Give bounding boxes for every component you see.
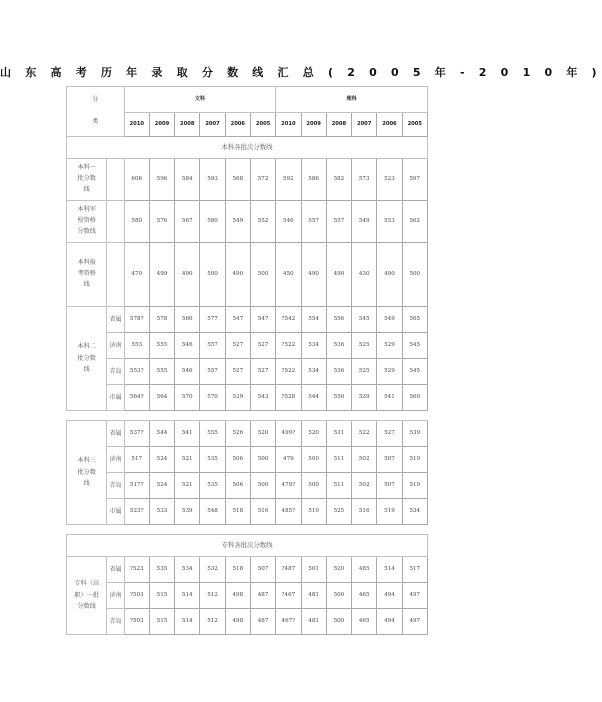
score-cell: 535	[149, 557, 174, 583]
score-cell: ?487	[276, 557, 301, 583]
row-label: 本科一 批分数 线	[67, 159, 107, 201]
score-cell: 539	[352, 385, 377, 411]
year-header: 2010	[276, 113, 301, 137]
score-cell: 487	[250, 609, 275, 635]
score-cell: 522	[352, 421, 377, 447]
score-cell: 523	[377, 159, 402, 201]
score-cell: 450	[276, 243, 301, 307]
group-label: 本科三 批分数 线	[67, 421, 107, 525]
score-cell: 567	[175, 201, 200, 243]
score-cell: 517?	[124, 473, 149, 499]
score-cell: 573	[352, 159, 377, 201]
score-cell: 545	[402, 333, 427, 359]
sub-label: 省属	[107, 557, 124, 583]
score-cell: 576	[149, 201, 174, 243]
score-cell: 490	[377, 243, 402, 307]
table-row	[67, 385, 428, 411]
section-title-zhuanke: 专科各批次分数线	[67, 535, 428, 557]
score-cell: ?542	[276, 307, 301, 333]
score-cell: 534	[402, 499, 427, 525]
sub-label	[107, 243, 124, 307]
score-cell: 555	[149, 359, 174, 385]
score-cell: 499?	[276, 421, 301, 447]
score-cell: 525	[326, 499, 351, 525]
table-row	[67, 557, 428, 583]
year-header: 2006	[225, 113, 250, 137]
score-cell: 557	[326, 201, 351, 243]
sub-label: 省属	[107, 421, 124, 447]
score-cell: 500	[326, 583, 351, 609]
score-cell: 570	[175, 385, 200, 411]
table-row	[67, 359, 428, 385]
section-title-benke: 本科各批次分数线	[67, 137, 428, 159]
score-cell: 545	[352, 307, 377, 333]
score-cell: 532	[200, 557, 225, 583]
score-cell: 527	[225, 333, 250, 359]
row-label: 本科报 考资格 线	[67, 243, 107, 307]
score-cell: 500	[402, 243, 427, 307]
sub-label: 济南	[107, 333, 124, 359]
score-cell: 546	[276, 201, 301, 243]
score-cell: 527	[377, 421, 402, 447]
score-cell: 578	[149, 307, 174, 333]
score-cell: ?522	[276, 333, 301, 359]
score-cell: 553	[377, 201, 402, 243]
table-row	[67, 333, 428, 359]
score-cell: 465	[352, 583, 377, 609]
table-row	[67, 421, 428, 447]
score-cell: 592	[276, 159, 301, 201]
score-cell: 514	[377, 557, 402, 583]
score-cell: 479	[276, 447, 301, 473]
score-cell: 553?	[124, 359, 149, 385]
score-cell: 520	[326, 557, 351, 583]
table-row	[67, 201, 428, 243]
score-cell: 501	[301, 557, 326, 583]
score-cell: 514	[175, 609, 200, 635]
score-cell: 578?	[124, 307, 149, 333]
score-cell: 526	[225, 421, 250, 447]
category-header: 分 类	[67, 87, 125, 137]
year-header: 2007	[352, 113, 377, 137]
score-cell: 554	[301, 307, 326, 333]
table-row	[67, 609, 428, 635]
table-row	[67, 307, 428, 333]
table-row	[67, 87, 428, 113]
score-cell: 597	[402, 159, 427, 201]
score-cell: 497	[402, 583, 427, 609]
score-cell: 547	[225, 307, 250, 333]
score-cell: 520	[301, 421, 326, 447]
score-cell: 481	[301, 609, 326, 635]
score-cell: 539	[402, 421, 427, 447]
score-cell: ?522	[276, 359, 301, 385]
score-cell: 544	[301, 385, 326, 411]
score-cell: 525	[352, 359, 377, 385]
score-cell: 534	[301, 359, 326, 385]
score-cell: 519	[402, 447, 427, 473]
sub-label: 济南	[107, 447, 124, 473]
score-cell: 507	[377, 447, 402, 473]
year-header: 2009	[301, 113, 326, 137]
score-cell: 543	[250, 385, 275, 411]
score-cell: 531	[326, 421, 351, 447]
score-cell: 515	[149, 609, 174, 635]
score-cell: 517	[124, 447, 149, 473]
score-cell: 490	[175, 243, 200, 307]
sub-label	[107, 159, 124, 201]
sub-label: 青岛	[107, 473, 124, 499]
score-cell: 520	[250, 421, 275, 447]
score-cell: 519	[402, 473, 427, 499]
score-cell: 568	[225, 159, 250, 201]
score-cell: 430	[352, 243, 377, 307]
score-cell: 557	[301, 201, 326, 243]
score-cell: 539	[225, 385, 250, 411]
score-cell: 523?	[124, 499, 149, 525]
score-cell: ?503	[124, 609, 149, 635]
score-cell: 500	[326, 609, 351, 635]
score-cell: 524	[149, 473, 174, 499]
score-cell: 516	[250, 499, 275, 525]
score-cell: 549	[377, 307, 402, 333]
score-table	[66, 86, 428, 635]
score-cell: 549	[352, 201, 377, 243]
score-cell: 546	[175, 333, 200, 359]
score-cell: 507	[250, 557, 275, 583]
score-cell: 537?	[124, 421, 149, 447]
score-cell: 506	[225, 473, 250, 499]
sub-label: 省属	[107, 307, 124, 333]
score-cell: 580	[200, 201, 225, 243]
score-cell: 606	[124, 159, 149, 201]
score-cell: 535	[200, 447, 225, 473]
score-cell: 557	[200, 359, 225, 385]
score-cell: 555	[200, 421, 225, 447]
table-row	[67, 525, 428, 535]
page-title: 山 东 高 考 历 年 录 取 分 数 线 汇 总 ( 2 0 0 5 年 - 2 0 1 0 年 )	[0, 66, 602, 79]
score-cell: 577	[200, 307, 225, 333]
score-cell: 572	[250, 159, 275, 201]
score-cell: 497	[402, 609, 427, 635]
score-cell: 536	[326, 333, 351, 359]
score-cell: 485?	[276, 499, 301, 525]
score-cell: 498	[225, 583, 250, 609]
score-cell: 519	[377, 499, 402, 525]
score-cell: 527	[225, 359, 250, 385]
score-cell: 541	[175, 421, 200, 447]
sub-label: 市属	[107, 499, 124, 525]
score-cell: 500	[301, 473, 326, 499]
score-cell: 582	[326, 159, 351, 201]
score-cell: 502	[352, 447, 377, 473]
score-cell: 521	[175, 473, 200, 499]
score-cell: 580	[124, 201, 149, 243]
score-cell: 518	[225, 557, 250, 583]
group-label: 专科（高 职）一批 分数线	[67, 557, 107, 635]
score-cell: 550	[326, 385, 351, 411]
score-cell: 511	[326, 473, 351, 499]
score-cell: 527	[250, 333, 275, 359]
score-cell: 556	[326, 307, 351, 333]
year-header: 2009	[149, 113, 174, 137]
spacer-row	[67, 525, 428, 535]
sub-label: 青岛	[107, 609, 124, 635]
score-cell: 500	[250, 473, 275, 499]
score-cell: 512	[200, 583, 225, 609]
score-cell: 544	[149, 421, 174, 447]
score-cell: 490	[301, 243, 326, 307]
score-cell: 517	[402, 557, 427, 583]
score-cell: 584	[175, 159, 200, 201]
score-cell: 529	[377, 333, 402, 359]
table-row	[67, 411, 428, 421]
score-cell: 510	[301, 499, 326, 525]
score-cell: 560	[402, 385, 427, 411]
score-cell: 545	[402, 359, 427, 385]
table-row	[67, 499, 428, 525]
sub-label: 青岛	[107, 359, 124, 385]
score-cell: 467?	[276, 609, 301, 635]
score-cell: 516	[352, 499, 377, 525]
score-cell: 533	[149, 499, 174, 525]
score-cell: 500	[250, 243, 275, 307]
score-cell: 499	[149, 243, 174, 307]
year-header: 2008	[326, 113, 351, 137]
score-cell: ?523	[124, 557, 149, 583]
score-cell: 548	[200, 499, 225, 525]
score-cell: 586	[301, 159, 326, 201]
score-cell: 500	[200, 243, 225, 307]
spacer-row	[67, 411, 428, 421]
sub-label: 济南	[107, 583, 124, 609]
score-cell: 562	[402, 201, 427, 243]
table-row	[67, 159, 428, 201]
score-cell: 535	[200, 473, 225, 499]
score-cell: 566	[175, 307, 200, 333]
year-header: 2008	[175, 113, 200, 137]
score-cell: 536	[326, 359, 351, 385]
score-cell: 494	[377, 609, 402, 635]
score-cell: 506	[225, 447, 250, 473]
score-cell: 524	[149, 447, 174, 473]
score-cell: ?528	[276, 385, 301, 411]
sub-label	[107, 201, 124, 243]
score-cell: 529	[377, 359, 402, 385]
score-cell: 593	[200, 159, 225, 201]
score-cell: 564	[149, 385, 174, 411]
table-row	[67, 583, 428, 609]
table-row	[67, 447, 428, 473]
score-cell: 465	[352, 609, 377, 635]
score-cell: 518	[225, 499, 250, 525]
row-label: 本科军 检资格 分数线	[67, 201, 107, 243]
score-cell: 541	[377, 385, 402, 411]
score-cell: 549	[225, 201, 250, 243]
score-cell: 596	[149, 159, 174, 201]
year-header: 2005	[250, 113, 275, 137]
score-cell: 494	[377, 583, 402, 609]
score-cell: 570	[200, 385, 225, 411]
score-cell: 552	[250, 201, 275, 243]
score-cell: 498	[225, 609, 250, 635]
table-row	[67, 535, 428, 557]
score-cell: 547	[250, 307, 275, 333]
score-cell: 487	[250, 583, 275, 609]
score-cell: 507	[377, 473, 402, 499]
wenke-header: 文科	[124, 87, 276, 113]
year-header: 2005	[402, 113, 427, 137]
score-cell: 481	[301, 583, 326, 609]
score-cell: 527	[250, 359, 275, 385]
sub-label: 市属	[107, 385, 124, 411]
score-cell: 502	[352, 473, 377, 499]
score-cell: 555	[149, 333, 174, 359]
score-cell: ?503	[124, 583, 149, 609]
score-cell: 490	[225, 243, 250, 307]
score-cell: 512	[200, 609, 225, 635]
year-header: 2006	[377, 113, 402, 137]
table-row	[67, 137, 428, 159]
score-cell: 539	[175, 499, 200, 525]
score-cell: 534	[175, 557, 200, 583]
table-row	[67, 243, 428, 307]
score-cell: 500	[301, 447, 326, 473]
score-cell: 564?	[124, 385, 149, 411]
score-cell: 546	[175, 359, 200, 385]
score-cell: 500	[250, 447, 275, 473]
score-cell: 521	[175, 447, 200, 473]
year-header: 2007	[200, 113, 225, 137]
group-label: 本科二 批分数 线	[67, 307, 107, 411]
table-row	[67, 473, 428, 499]
like-header: 理科	[276, 87, 428, 113]
score-cell: 479?	[276, 473, 301, 499]
score-cell: 553	[124, 333, 149, 359]
score-cell: 485	[352, 557, 377, 583]
score-cell: 470	[124, 243, 149, 307]
score-cell: 525	[352, 333, 377, 359]
score-cell: 565	[402, 307, 427, 333]
score-cell: ?467	[276, 583, 301, 609]
score-cell: 514	[175, 583, 200, 609]
score-cell: 534	[301, 333, 326, 359]
year-header: 2010	[124, 113, 149, 137]
score-cell: 490	[326, 243, 351, 307]
score-cell: 515	[149, 583, 174, 609]
score-cell: 557	[200, 333, 225, 359]
score-cell: 511	[326, 447, 351, 473]
